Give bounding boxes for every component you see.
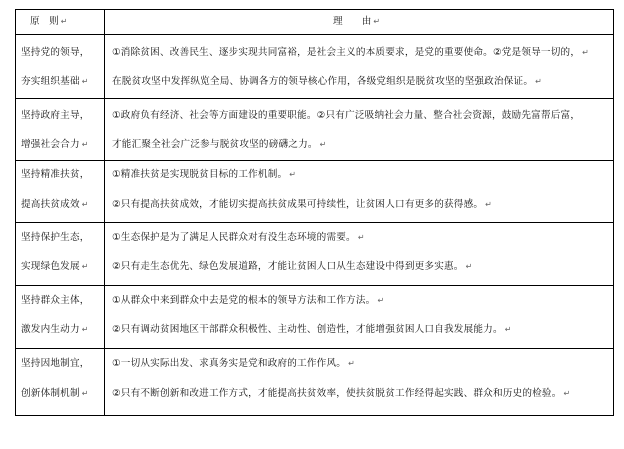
reason-line: ①一切从实际出发、求真务实是党和政府的工作作风。 ↵ xyxy=(112,358,355,369)
principle-line: 提高扶贫成效 ↵ xyxy=(21,199,89,210)
reason-cell xyxy=(105,286,614,349)
reason-cell xyxy=(105,35,614,99)
principle-line: 增强社会合力 ↵ xyxy=(21,139,89,150)
principle-line: 坚持群众主体， xyxy=(21,295,90,306)
reason-line: ①精准扶贫是实现脱贫目标的工作机制。 ↵ xyxy=(112,169,297,180)
table-row xyxy=(16,349,614,416)
header-principle-cell xyxy=(16,10,105,35)
principle-line: 实现绿色发展 ↵ xyxy=(21,261,89,272)
principle-line: 坚持因地制宜， xyxy=(21,358,90,369)
reason-line: ②只有调动贫困地区干部群众积极性、主动性、创造性，才能增强贫困人口自我发展能力。 ↵ xyxy=(112,324,512,335)
principle-line: 创新体制机制 ↵ xyxy=(21,388,89,399)
principle-cell xyxy=(16,349,105,416)
reason-cell xyxy=(105,161,614,223)
table-row xyxy=(16,161,614,223)
principles-table xyxy=(15,9,614,416)
reason-line: 才能汇聚全社会广泛参与脱贫攻坚的磅礴之力。 ↵ xyxy=(112,139,327,150)
principle-cell xyxy=(16,286,105,349)
reason-line: ①消除贫困、改善民生、逐步实现共同富裕，是社会主义的本质要求，是党的重要使命。②党是领导一切的， ↵ xyxy=(112,47,590,58)
table-row xyxy=(16,286,614,349)
table-row xyxy=(16,223,614,286)
reason-cell xyxy=(105,99,614,161)
table-row xyxy=(16,99,614,161)
table-row xyxy=(16,35,614,99)
reason-line: 在脱贫攻坚中发挥纵览全局、协调各方的领导核心作用，各级党组织是脱贫攻坚的坚强政治保证。 ↵ xyxy=(112,76,543,87)
principle-line: 夯实组织基础 ↵ xyxy=(21,76,89,87)
principle-line: 坚持政府主导， xyxy=(21,110,90,121)
principle-line: 坚持保护生态， xyxy=(21,232,90,243)
reason-line: ①生态保护是为了满足人民群众对有没生态环境的需要。 ↵ xyxy=(112,232,365,243)
principle-cell xyxy=(16,223,105,286)
principle-cell xyxy=(16,99,105,161)
reason-cell xyxy=(105,349,614,416)
header-principle: 原 则 ↵ xyxy=(30,16,68,27)
reason-cell xyxy=(105,223,614,286)
header-row xyxy=(16,10,614,35)
reason-line: ②只有不断创新和改进工作方式，才能提高扶贫效率，使扶贫脱贫工作经得起实践、群众和历史的检验。 ↵ xyxy=(112,388,571,399)
principle-line: 激发内生动力 ↵ xyxy=(21,324,89,335)
header-reason-cell xyxy=(105,10,614,35)
reason-line: ②只有走生态优先、绿色发展道路，才能让贫困人口从生态建设中得到更多实惠。 ↵ xyxy=(112,261,473,272)
principle-line: 坚持精准扶贫， xyxy=(21,169,90,180)
reason-line: ①从群众中来到群众中去是党的根本的领导方法和工作方法。 ↵ xyxy=(112,295,385,306)
reason-line: ②只有提高扶贫成效，才能切实提高扶贫成果可持续性，让贫困人口有更多的获得感。 ↵ xyxy=(112,199,493,210)
principle-cell xyxy=(16,35,105,99)
principle-line: 坚持党的领导， xyxy=(21,47,90,58)
header-reason: 理 由 ↵ xyxy=(333,16,381,27)
reason-line: ①政府负有经济、社会等方面建设的重要职能。②只有广泛吸纳社会力量、整合社会资源，鼓励先富帮后富， xyxy=(112,110,581,121)
principle-cell xyxy=(16,161,105,223)
